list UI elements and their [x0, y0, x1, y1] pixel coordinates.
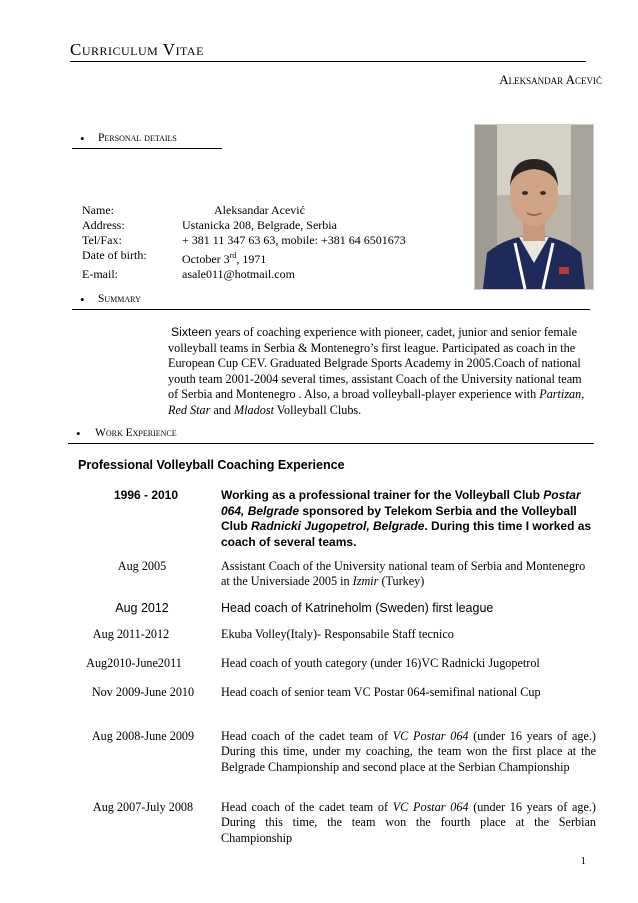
label-name: Name:: [82, 203, 114, 217]
label-address: Address:: [82, 218, 125, 232]
entry-date: Nov 2009-June 2010: [91, 685, 195, 699]
work-subheading: Professional Volleyball Coaching Experience: [78, 458, 345, 472]
portrait-image: [475, 125, 593, 289]
personal-details-table: [82, 203, 406, 282]
value-tel: + 381 11 347 63 63, mobile: +381 64 6501673: [182, 233, 406, 247]
entry-date: 1996 - 2010: [113, 488, 179, 502]
entry-date: Aug 2012: [115, 601, 169, 615]
summary-text: Sixteen years of coaching experience with pioneer, cadet, junior and senior female volleyball teams in Serbia & Montenegro’s first league. Participated as coach in the European Cup CEV. Graduated Belgrade Sports Academy in 2005.Coach of national youth team 2001-2004 several times, assistant Coach of the University national team of Serbia and Montenegro . Also, a broad volleyball-player experience with Partizan, Red Star and Mladost Volleyball Clubs.: [168, 325, 585, 417]
section-rule: [72, 148, 222, 149]
label-dob: Date of birth:: [82, 248, 147, 262]
label-email: E-mail:: [82, 267, 118, 281]
entry-description: Head coach of youth category (under 16)VC Radnicki Jugopetrol: [221, 656, 540, 670]
entry-description: Ekuba Volley(Italy)- Responsabile Staff tecnico: [221, 627, 454, 641]
value-dob: October 3rd, 1971: [182, 251, 267, 266]
value-address: Ustanicka 208, Belgrade, Serbia: [182, 218, 337, 232]
page-title: Curriculum Vitae: [70, 40, 204, 59]
entry-date: Aug 2007-July 2008: [92, 800, 194, 814]
entry-description: Head coach of Katrineholm (Sweden) first league: [221, 601, 494, 615]
entry-description: Head coach of the cadet team of VC Postar 064 (under 16 years of age.) During this time, under my coaching, the team won the first place at the Belgrade Championship and second place at the Serbian Championship: [221, 729, 596, 774]
page-number: 1: [580, 855, 586, 867]
section-work-experience: Work Experience: [95, 427, 177, 439]
bullet-icon: •: [80, 292, 85, 307]
section-rule: [72, 309, 590, 310]
label-tel: Tel/Fax:: [82, 233, 122, 247]
section-personal-details: Personal details: [98, 132, 177, 144]
entry-date: Aug 2011-2012: [92, 627, 170, 641]
bullet-icon: •: [76, 426, 81, 441]
entry-date: Aug 2008-June 2009: [91, 729, 195, 743]
section-rule: [68, 443, 594, 444]
author-name: Aleksandar Acević: [499, 72, 602, 87]
section-summary: Summary: [98, 293, 141, 305]
value-email[interactable]: asale011@hotmail.com: [182, 267, 295, 281]
value-name: Aleksandar Acević: [214, 203, 305, 217]
entry-description: Head coach of the cadet team of VC Postar 064 (under 16 years of age.) During this time, the team won the fourth place at the Serbian Championship: [221, 800, 596, 845]
entry-date: Aug 2005: [117, 559, 167, 573]
profile-photo: [474, 124, 594, 290]
entry-description: Assistant Coach of the University national team of Serbia and Montenegro at the Universiade 2005 in Izmir (Turkey): [221, 559, 586, 589]
entry-date: Aug2010-June2011: [86, 656, 182, 670]
entry-description: Head coach of senior team VC Postar 064-semifinal national Cup: [221, 685, 541, 699]
title-rule: [70, 61, 586, 62]
entry-description: Working as a professional trainer for the Volleyball Club Postar 064, Belgrade sponsored by Telekom Serbia and the Volleyball Club Radnicki Jugopetrol, Belgrade. During this time I worked as coach of several teams.: [221, 488, 592, 549]
bullet-icon: •: [80, 131, 85, 146]
